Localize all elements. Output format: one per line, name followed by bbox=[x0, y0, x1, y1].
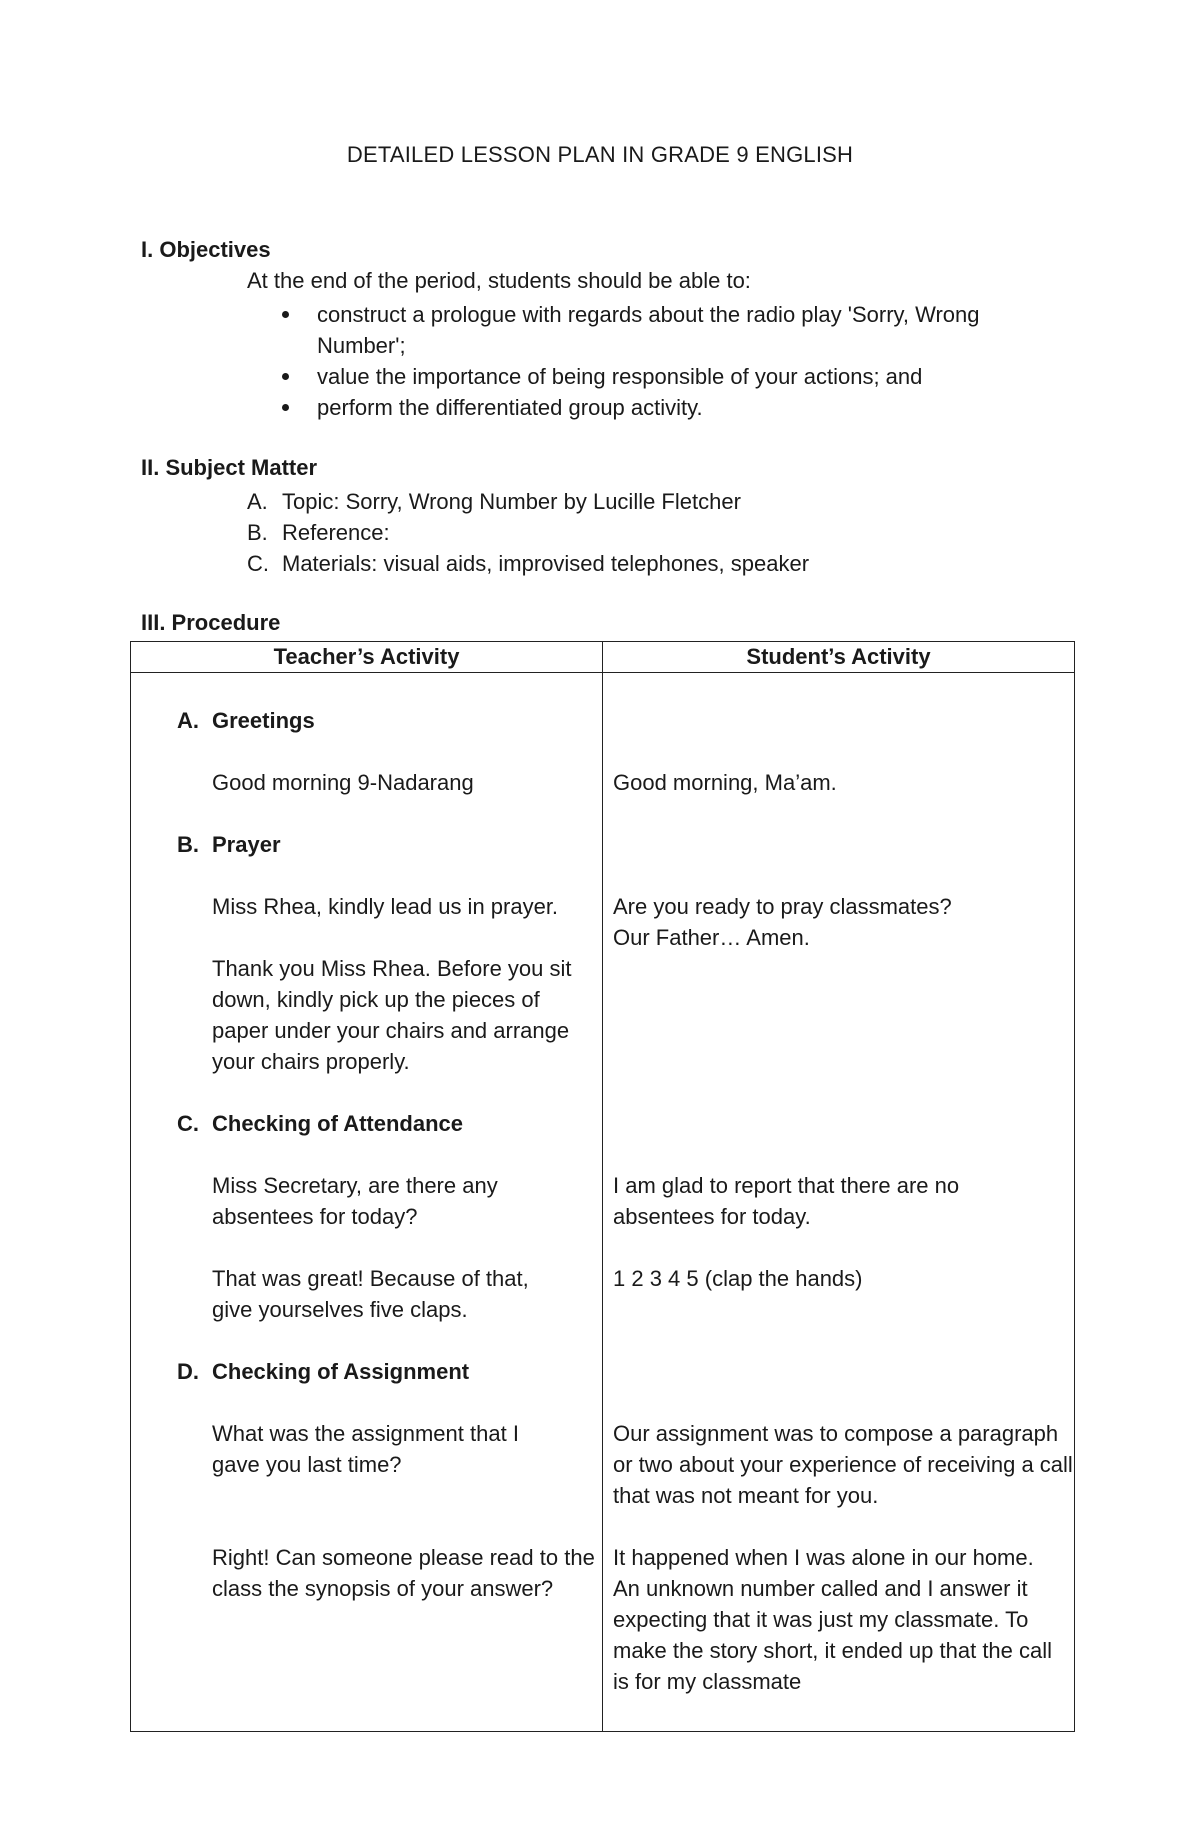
student-line: It happened when I was alone in our home. An unknown number called and I answer it expecting that it was just my classmate. To make the story short, it ended up that the call is for my classmate bbox=[613, 1545, 1053, 1694]
teacher-line: Miss Secretary, are there any absentees for today? bbox=[212, 1173, 498, 1229]
teacher-line: Thank you Miss Rhea. Before you sit down, kindly pick up the pieces of paper under your chairs and arrange your chairs properly. bbox=[212, 956, 572, 1074]
subject-matter-item bbox=[247, 517, 809, 548]
teacher-line: What was the assignment that I gave you last time? bbox=[212, 1421, 519, 1477]
subject-matter-heading: II. Subject Matter bbox=[141, 455, 318, 480]
section-title: Checking of Attendance bbox=[212, 1111, 463, 1136]
item-text: Topic: Sorry, Wrong Number by Lucille Fletcher bbox=[282, 489, 741, 514]
objective-item: construct a prologue with regards about the radio play 'Sorry, Wrong Number'; bbox=[282, 299, 1062, 361]
section-letter: D. bbox=[177, 1359, 199, 1384]
objective-item: value the importance of being responsible of your actions; and bbox=[282, 361, 1062, 392]
document-title: DETAILED LESSON PLAN IN GRADE 9 ENGLISH bbox=[346, 142, 854, 167]
student-line: I am glad to report that there are no absentees for today. bbox=[613, 1173, 960, 1229]
subject-matter-item bbox=[247, 486, 809, 517]
section-letter: A. bbox=[177, 708, 199, 733]
section-greetings bbox=[177, 705, 315, 736]
student-column-header: Student’s Activity bbox=[603, 642, 1075, 673]
teacher-line: Good morning 9-Nadarang bbox=[212, 770, 474, 795]
procedure-table bbox=[130, 641, 1075, 1732]
section-title: Checking of Assignment bbox=[212, 1359, 470, 1384]
section-attendance bbox=[177, 1108, 463, 1139]
procedure-heading: III. Procedure bbox=[141, 610, 281, 635]
subject-matter-list bbox=[247, 486, 809, 579]
student-line: Our assignment was to compose a paragraph or two about your experience of receiving a call that was not meant for you. bbox=[613, 1421, 1073, 1508]
item-text: Reference: bbox=[282, 520, 390, 545]
student-line: 1 2 3 4 5 (clap the hands) bbox=[613, 1266, 863, 1291]
teacher-column-header: Teacher’s Activity bbox=[131, 642, 603, 673]
section-title: Greetings bbox=[212, 708, 315, 733]
objectives-heading: I. Objectives bbox=[141, 237, 271, 262]
teacher-activity-cell bbox=[131, 673, 603, 1732]
section-prayer bbox=[177, 829, 281, 860]
objective-item: perform the differentiated group activity. bbox=[282, 392, 1062, 423]
subject-matter-item bbox=[247, 548, 809, 579]
teacher-line: That was great! Because of that, give yourselves five claps. bbox=[212, 1266, 529, 1322]
item-letter: B. bbox=[247, 520, 268, 545]
objectives-list bbox=[282, 299, 1062, 423]
item-text: Materials: visual aids, improvised telephones, speaker bbox=[282, 551, 810, 576]
student-activity-cell bbox=[603, 673, 1075, 1732]
student-line: Are you ready to pray classmates? Our Father… Amen. bbox=[613, 894, 952, 950]
teacher-line: Right! Can someone please read to the class the synopsis of your answer? bbox=[212, 1545, 595, 1601]
section-letter: C. bbox=[177, 1111, 199, 1136]
item-letter: A. bbox=[247, 489, 268, 514]
student-line: Good morning, Ma’am. bbox=[613, 770, 837, 795]
item-letter: C. bbox=[247, 551, 269, 576]
section-assignment bbox=[177, 1356, 469, 1387]
objectives-intro: At the end of the period, students should be able to: bbox=[247, 268, 751, 293]
section-letter: B. bbox=[177, 832, 199, 857]
teacher-line: Miss Rhea, kindly lead us in prayer. bbox=[212, 894, 559, 919]
section-title: Prayer bbox=[212, 832, 281, 857]
